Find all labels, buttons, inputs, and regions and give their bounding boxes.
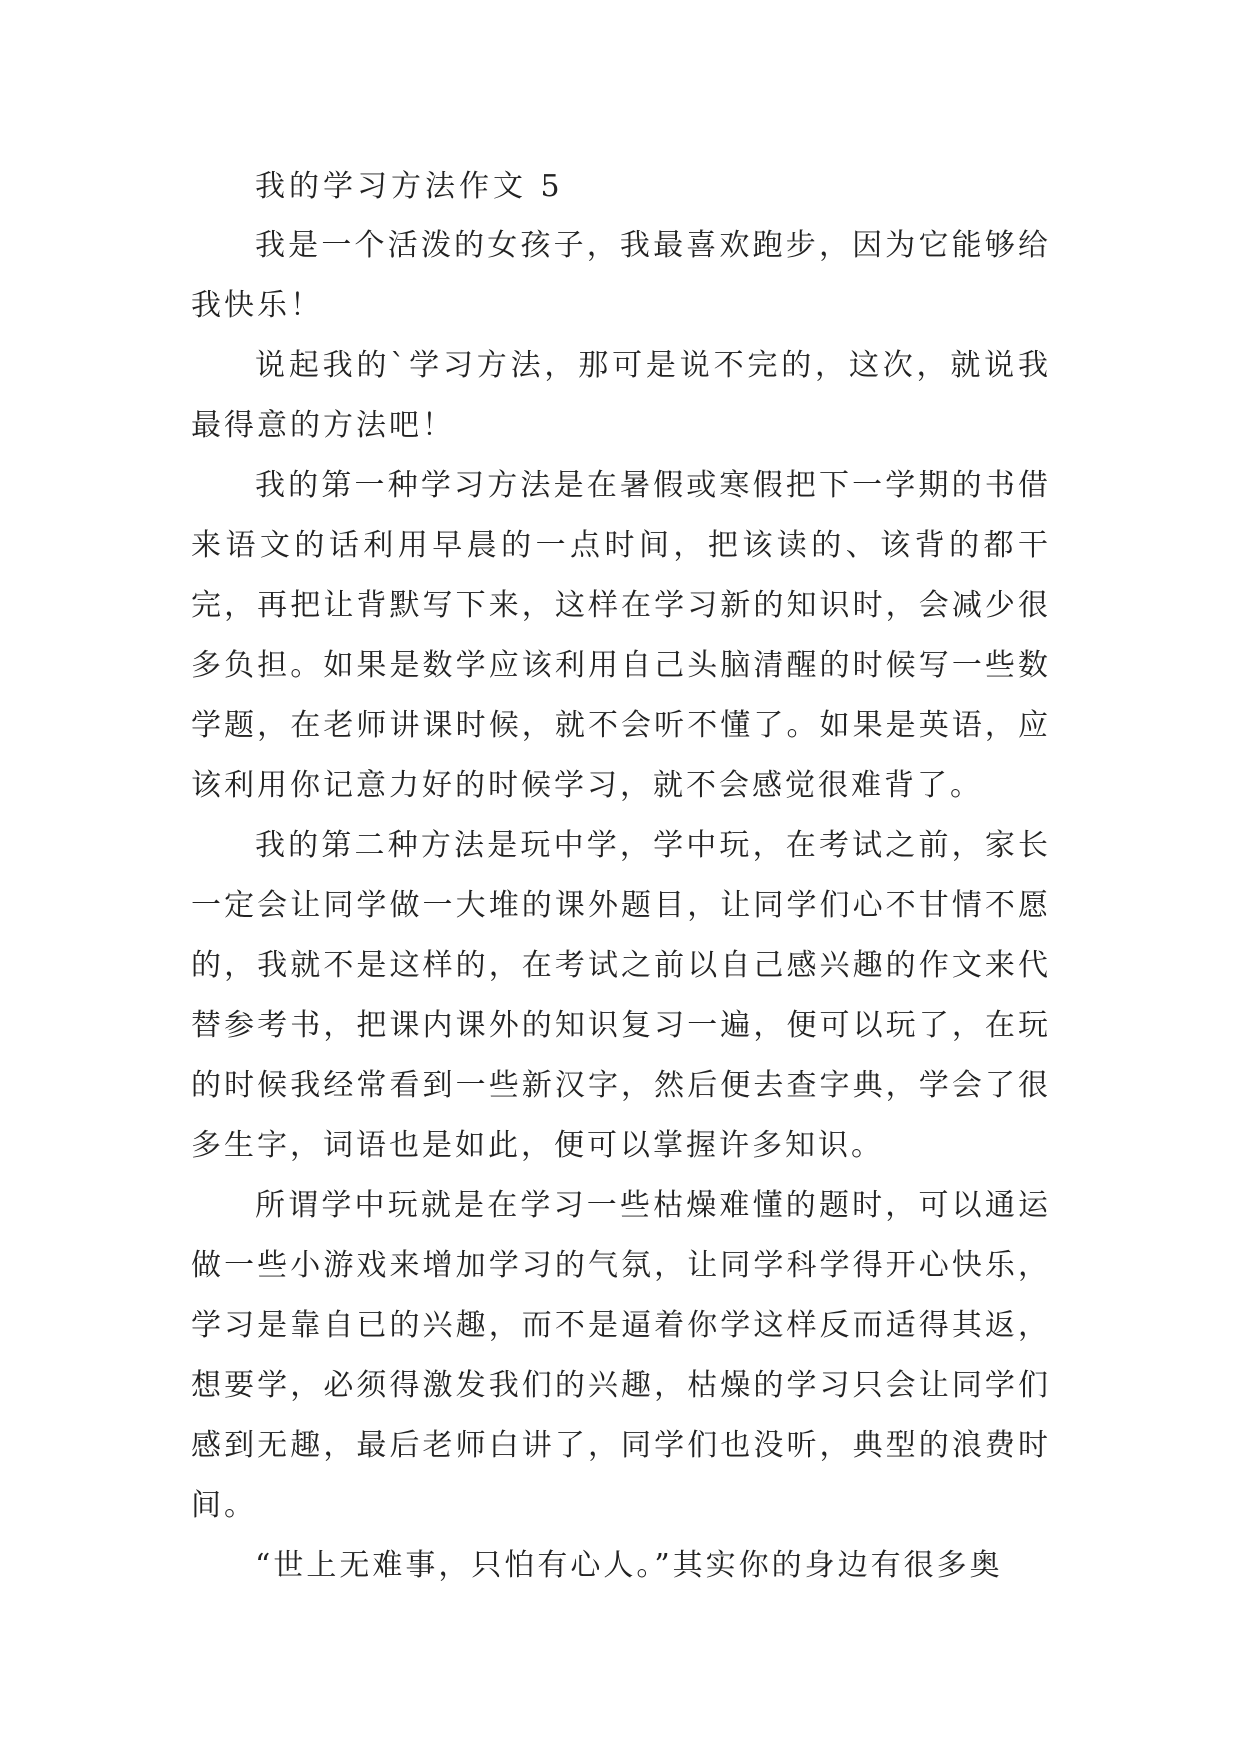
document-title: 我的学习方法作文 5 [255, 169, 564, 204]
document-body [191, 158, 1051, 1596]
paragraph-6: “世上无难事，只怕有心人。”其实你的身边有很多奥 [255, 1548, 1003, 1583]
paragraph-1: 我是一个活泼的女孩子，我最喜欢跑步，因为它能够给我快乐！ [191, 228, 1051, 323]
paragraph-2: 说起我的`学习方法，那可是说不完的，这次，就说我最得意的方法吧！ [191, 348, 1051, 443]
paragraph-3: 我的第一种学习方法是在暑假或寒假把下一学期的书借来语文的话利用早晨的一点时间，把该读的、该背的都干完，再把让背默写下来，这样在学习新的知识时，会减少很多负担。如果是数学应该利用自己头脑清醒的时候写一些数学题，在老师讲课时候，就不会听不懂了。如果是英语，应该利用你记意力好的时候学习，就不会感觉很难背了。 [191, 468, 1051, 803]
paragraph-5: 所谓学中玩就是在学习一些枯燥难懂的题时，可以通运做一些小游戏来增加学习的气氛，让同学科学得开心快乐，学习是靠自已的兴趣，而不是逼着你学这样反而适得其返，想要学，必须得激发我们的兴趣，枯燥的学习只会让同学们感到无趣，最后老师白讲了，同学们也没听，典型的浪费时间。 [191, 1188, 1051, 1523]
paragraph-4: 我的第二种方法是玩中学，学中玩，在考试之前，家长一定会让同学做一大堆的课外题目，让同学们心不甘情不愿的，我就不是这样的，在考试之前以自己感兴趣的作文来代替参考书，把课内课外的知识复习一遍，便可以玩了，在玩的时候我经常看到一些新汉字，然后便去查字典，学会了很多生字，词语也是如此，便可以掌握许多知识。 [191, 828, 1051, 1163]
